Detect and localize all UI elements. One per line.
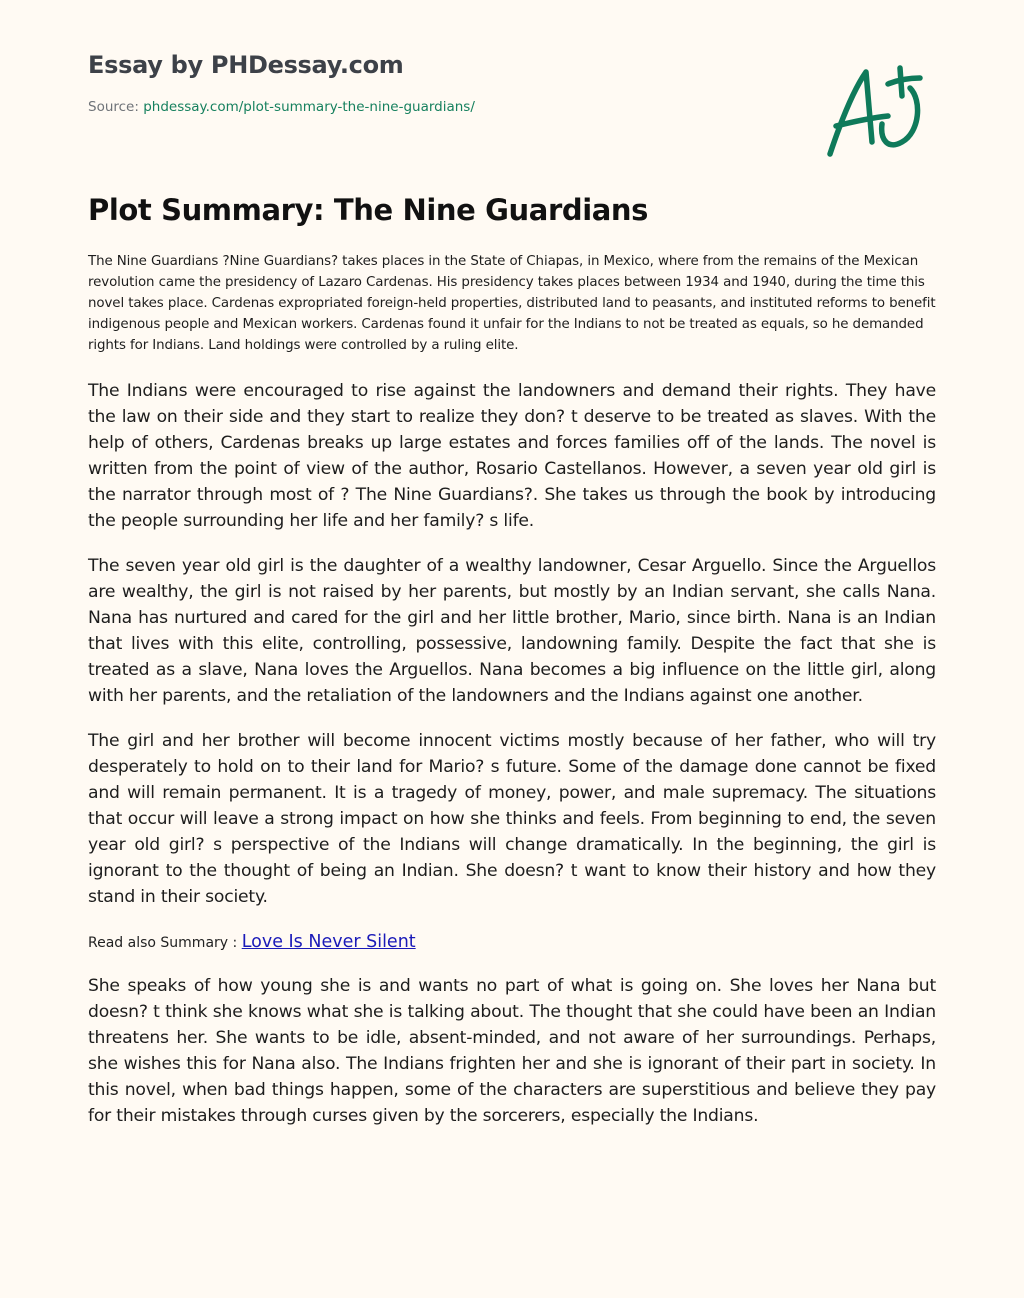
- read-also-line: [88, 929, 936, 956]
- plus-horizontal: [888, 78, 920, 84]
- letter-a-stroke: [830, 72, 872, 154]
- body-paragraph: She speaks of how young she is and wants no part of what is going on. She loves her Nana but doesn? t think she knows what she is talking about. The thought that she could have been an Indian threatens her. She wants to be idle, absent-minded, and not aware of her surroundings. Perhaps, she wishes this for Nana also. The Indians frighten her and she is ignorant of their part in society. In this novel, when bad things happen, some of the characters are superstitious and believe they pay for their mistakes through curses given by the sorcerers, especially the Indians.: [88, 976, 936, 1126]
- body-paragraph: The Indians were encouraged to rise against the landowners and demand their rights. They have the law on their side and they start to realize they don? t deserve to be treated as slaves. With the help of others, Cardenas breaks up large estates and forces families off of the lands. The novel is written from the point of view of the author, Rosario Castellanos. However, a seven year old girl is the narrator through most of ? The Nine Guardians?. She takes us through the book by introducing the people surrounding her life and her family? s life.: [88, 381, 936, 531]
- a-plus-logo-svg: [822, 62, 932, 162]
- read-also-label: Read also Summary :: [88, 935, 242, 951]
- source-line: [88, 98, 788, 116]
- body-paragraph: The girl and her brother will become innocent victims mostly because of her father, who will try desperately to hold on to their land for Mario? s future. Some of the damage done cannot be fixed and will remain permanent. It is a tragedy of money, power, and male supremacy. The situations that occur will leave a strong impact on how she thinks and feels. From beginning to end, the seven year old girl? s perspective of the Indians will change dramatically. In the beginning, the girl is ignorant to the thought of being an Indian. She doesn? t want to know their history and how they stand in their society.: [88, 731, 936, 907]
- article-body: [88, 251, 936, 1148]
- brand-title: Essay by PHDessay.com: [88, 51, 404, 79]
- source-link[interactable]: phdessay.com/plot-summary-the-nine-guardians/: [143, 99, 475, 115]
- source-label: Source:: [88, 99, 144, 115]
- body-paragraph: The seven year old girl is the daughter of a wealthy landowner, Cesar Arguello. Since the Arguellos are wealthy, the girl is not raised by her parents, but mostly by an Indian servant, she calls Nana. Nana has nurtured and cared for the girl and her little brother, Mario, since birth. Nana is an Indian that lives with this elite, controlling, possessive, landowning family. Despite the fact that she is treated as a slave, Nana loves the Arguellos. Nana becomes a big influence on the little girl, along with her parents, and the retaliation of the landowners and the Indians against one another.: [88, 556, 936, 706]
- page-title: Plot Summary: The Nine Guardians: [88, 193, 649, 227]
- intro-paragraph: The Nine Guardians ?Nine Guardians? takes places in the State of Chiapas, in Mexico, where from the remains of the Mexican revolution came the presidency of Lazaro Cardenas. His presidency takes places between 1934 and 1940, during the time this novel takes place. Cardenas expropriated foreign-held properties, distributed land to peasants, and instituted reforms to benefit indigenous people and Mexican workers. Cardenas found it unfair for the Indians to not be treated as equals, so he demanded rights for Indians. Land holdings were controlled by a ruling elite.: [88, 254, 936, 353]
- read-also-link[interactable]: Love Is Never Silent: [241, 932, 416, 952]
- a-plus-grade-icon: [822, 62, 932, 162]
- site-header: [88, 48, 788, 116]
